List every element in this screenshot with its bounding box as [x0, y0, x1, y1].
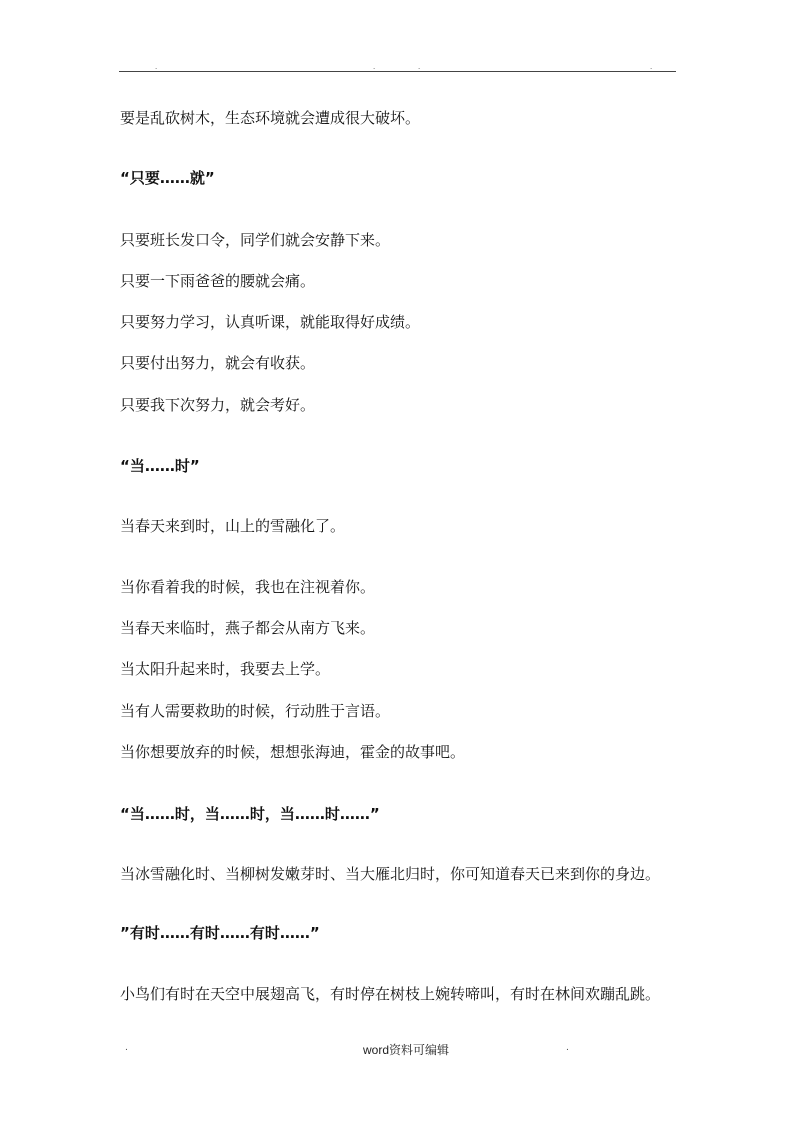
footer-dot-right: . [566, 1043, 569, 1053]
sentence: 当太阳升起来时，我要去上学。 [120, 660, 331, 678]
sentence: 当你想要放弃的时候，想想张海迪，霍金的故事吧。 [120, 743, 466, 761]
header-dot: . [418, 62, 421, 71]
sentence: 只要努力学习，认真听课，就能取得好成绩。 [120, 313, 421, 331]
sentence: 只要一下雨爸爸的腰就会痛。 [120, 272, 316, 290]
sentence: 小鸟们有时在天空中展翅高飞，有时停在树枝上婉转啼叫，有时在林间欢蹦乱跳。 [120, 985, 661, 1003]
header-dot: . [650, 62, 653, 71]
sentence: 只要我下次努力，就会考好。 [120, 396, 316, 414]
intro-sentence: 要是乱砍树木，生态环境就会遭成很大破坏。 [120, 109, 421, 127]
header-dot: . [155, 62, 158, 71]
section-heading-dang: “当……时” [120, 457, 200, 475]
section-heading-youshi: ”有时……有时……有时……” [120, 924, 320, 942]
sentence: 当春天来到时，山上的雪融化了。 [120, 517, 346, 535]
sentence: 当春天来临时，燕子都会从南方飞来。 [120, 619, 376, 637]
sentence: 当有人需要救助的时候，行动胜于言语。 [120, 702, 391, 720]
sentence: 只要班长发口令，同学们就会安静下来。 [120, 231, 391, 249]
header-rule [119, 71, 676, 72]
footer-label: word资料可编辑 [363, 1043, 450, 1057]
section-heading-zhiyao: “只要……就” [120, 169, 215, 187]
sentence: 当你看着我的时候，我也在注视着你。 [120, 578, 376, 596]
section-heading-dang-triple: “当……时，当……时，当……时……” [120, 805, 380, 823]
sentence: 当冰雪融化时、当柳树发嫩芽时、当大雁北归时，你可知道春天已来到你的身边。 [120, 865, 661, 883]
footer-dot-left: . [125, 1043, 128, 1053]
header-dot: . [373, 62, 376, 71]
sentence: 只要付出努力，就会有收获。 [120, 354, 316, 372]
